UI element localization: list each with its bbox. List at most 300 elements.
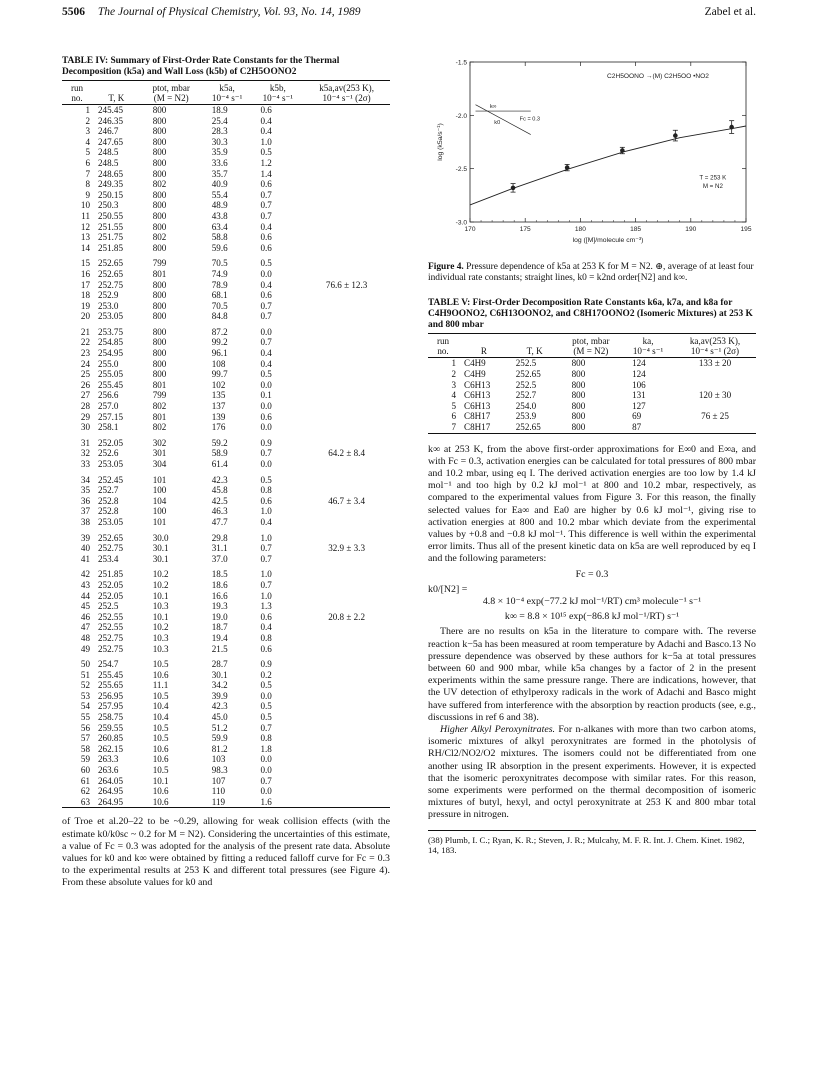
table5-header-cell: ka, (622, 334, 674, 347)
table-cell: 100 (152, 506, 167, 517)
table-cell: 252.65 (98, 532, 124, 543)
table-cell (303, 622, 390, 633)
table-row (62, 290, 390, 301)
table-cell: 103 (211, 754, 226, 765)
table-cell: 3 (451, 379, 456, 390)
table-cell: 800 (571, 411, 586, 422)
table-row (62, 369, 390, 380)
table-cell (303, 337, 390, 348)
table-cell (303, 691, 390, 702)
table-cell: 27 (80, 390, 90, 401)
table-cell: 39.9 (211, 690, 228, 701)
table-cell: 0.5 (260, 258, 272, 269)
table-row (62, 485, 390, 496)
table-cell: 264.95 (98, 786, 124, 797)
table-cell: 0.8 (260, 632, 272, 643)
table-cell: 0.6 (260, 643, 272, 654)
table-cell: 35.7 (211, 168, 228, 179)
table-cell: 250.15 (98, 189, 124, 200)
table-cell (303, 644, 390, 655)
table-cell: 63 (62, 797, 92, 808)
table-cell: 0.5 (260, 712, 272, 723)
table-cell: 252.6 (98, 448, 119, 459)
table-cell: 0.0 (260, 401, 272, 412)
table-cell: 55 (80, 712, 90, 723)
table-cell (303, 211, 390, 222)
table-cell: 70.5 (211, 258, 228, 269)
table-row (62, 322, 390, 338)
page-number: 5506 (62, 6, 85, 18)
equation-fc: Fc = 0.3 (575, 568, 609, 580)
table-cell: 25 (80, 369, 90, 380)
table-row (62, 723, 390, 734)
table-cell: 133 ± 20 (698, 358, 732, 369)
table-cell: 23 (80, 348, 90, 359)
table-cell: 30.1 (211, 669, 228, 680)
table-cell: 10.2 (152, 622, 169, 633)
table-cell: 18.6 (211, 579, 228, 590)
table-cell: 10.3 (152, 601, 169, 612)
table-cell: 43.8 (211, 210, 228, 221)
table-cell (674, 401, 756, 412)
table-cell: 254.95 (98, 348, 124, 359)
table-cell: 0.0 (260, 754, 272, 765)
table-cell: 252.05 (98, 579, 124, 590)
table-cell (303, 680, 390, 691)
table-cell: 255.45 (98, 669, 124, 680)
table-cell: 101 (152, 474, 167, 485)
table-cell: 800 (152, 242, 167, 253)
table-row (62, 126, 390, 137)
table4-header-cell: 10⁻⁴ s⁻¹ (252, 93, 303, 105)
table-cell: 135 (211, 390, 226, 401)
table-cell: 16 (80, 268, 90, 279)
table-cell: 0.6 (260, 290, 272, 301)
table-cell: 40.9 (211, 179, 228, 190)
table-cell: 98.3 (211, 765, 228, 776)
table-cell: 301 (152, 448, 167, 459)
table-cell: 0.8 (260, 733, 272, 744)
table-cell: 0.5 (260, 680, 272, 691)
table-row (62, 169, 390, 180)
condition-temperature: T = 253 K (699, 174, 727, 182)
equation-k0-rhs: 4.8 × 10⁻⁴ exp(−77.2 kJ mol⁻¹/RT) cm³ molecule⁻¹ s⁻¹ (482, 596, 702, 607)
table-cell: 0.8 (260, 485, 272, 496)
table4-header-cell: (M = N2) (141, 93, 202, 105)
table-cell: 1.8 (260, 743, 272, 754)
x-tick-label: 190 (685, 226, 697, 233)
table-row (62, 622, 390, 633)
table-cell: 802 (152, 401, 167, 412)
table-row (62, 232, 390, 243)
table4-header-cell: 10⁻⁴ s⁻¹ (2σ) (303, 93, 390, 105)
table-cell: 19 (80, 300, 90, 311)
table-cell: 57 (80, 733, 90, 744)
right-para-3 (428, 724, 756, 822)
table-cell: 5 (85, 147, 90, 158)
table-cell: 100 (152, 485, 167, 496)
table-cell: 40 (80, 543, 90, 554)
table-cell: 0.0 (260, 765, 272, 776)
table-row (62, 222, 390, 233)
table-cell: 0.5 (260, 474, 272, 485)
table-cell: 30.0 (152, 532, 169, 543)
table-cell: 800 (152, 326, 167, 337)
table-cell: 52 (80, 680, 90, 691)
table-cell: C6H13 (464, 400, 491, 411)
table-cell: C4H9 (464, 369, 486, 379)
table-cell: 800 (152, 147, 167, 158)
table-row (62, 211, 390, 222)
table-cell: 1.0 (260, 506, 272, 517)
table-cell: 21 (80, 326, 90, 337)
table-cell: 1.6 (252, 797, 303, 808)
table-row (62, 243, 390, 254)
table-cell: 10.6 (152, 743, 169, 754)
table-cell: 10.5 (152, 690, 169, 701)
table5-header-cell (510, 334, 560, 347)
table4 (62, 80, 390, 808)
table-cell: 252.75 (98, 279, 124, 290)
table-cell: 802 (152, 179, 167, 190)
table-row (62, 754, 390, 765)
table-cell: 800 (152, 157, 167, 168)
table-cell: 19.4 (211, 632, 228, 643)
y-tick-label: -2.5 (455, 166, 467, 174)
table5-header-cell (458, 334, 510, 347)
table-cell: 0.7 (260, 553, 272, 564)
table-cell: 10.6 (152, 669, 169, 680)
table-cell: C4H9 (464, 358, 486, 369)
table-cell: 45.0 (211, 712, 228, 723)
table-row (62, 564, 390, 580)
table-cell: 0.0 (260, 379, 272, 390)
table-cell: 63.4 (211, 221, 228, 232)
table-cell: 252.65 (98, 258, 124, 269)
table-row (62, 633, 390, 644)
table-cell: 42.5 (211, 495, 228, 506)
table-cell: 39 (80, 532, 90, 543)
table-cell: 800 (152, 358, 167, 369)
table-cell: 107 (211, 775, 226, 786)
table-cell: 248.65 (98, 168, 124, 179)
table-cell: 0.1 (260, 390, 272, 401)
table-cell: 1.4 (260, 168, 272, 179)
table-cell: 800 (152, 279, 167, 290)
table-cell: 0.7 (260, 311, 272, 322)
table-cell: 0.0 (260, 268, 272, 279)
table-cell: 139 (211, 411, 226, 422)
table-cell: 0.6 (260, 495, 272, 506)
table-row (62, 470, 390, 486)
table5-header-cell: ptot, mbar (560, 334, 622, 347)
table-cell: 257.15 (98, 411, 124, 422)
table-cell (303, 433, 390, 449)
table-cell: 801 (152, 268, 167, 279)
table-cell: 800 (152, 105, 167, 115)
table-cell: 252.65 (515, 369, 541, 379)
table-cell: 800 (152, 221, 167, 232)
table-cell: 252.8 (98, 506, 119, 517)
table5-header-cell: (M = N2) (560, 346, 622, 358)
table-cell: 36 (80, 495, 90, 506)
table-cell: 18.5 (211, 569, 228, 580)
table-cell: 11.1 (152, 680, 169, 691)
table-cell: 54 (80, 701, 90, 712)
table-cell: 254.85 (98, 337, 124, 348)
table-cell: 33.6 (211, 157, 228, 168)
table-cell: 14 (80, 242, 90, 253)
table-cell: 249.35 (98, 179, 124, 190)
table-cell: 18.9 (211, 105, 228, 115)
x-tick-label: 175 (519, 226, 531, 233)
table-row (62, 301, 390, 312)
footnote: (38) Plumb, I. C.; Ryan, K. R.; Steven, J. R.; Mulcahy, M. F. R. Int. J. Chem. Kinet. 1982, 14, 183. (428, 830, 756, 856)
table-cell: 19.0 (211, 611, 228, 622)
table-row (428, 369, 756, 380)
table-cell (303, 723, 390, 734)
table-cell (303, 633, 390, 644)
table-cell: 45.8 (211, 485, 228, 496)
table-cell: 3 (85, 126, 90, 137)
table-cell: 799 (152, 390, 167, 401)
table-cell: 33 (80, 459, 90, 469)
table-cell: 0.2 (260, 669, 272, 680)
table-cell: 250.3 (98, 200, 119, 211)
y-tick-label: -1.5 (455, 59, 467, 67)
table-cell: 34.2 (211, 680, 228, 691)
table5-header-cell: ka,av(253 K), (674, 334, 756, 347)
table-cell: 246.7 (98, 126, 119, 137)
table-cell: 2 (85, 115, 90, 126)
data-point (620, 148, 625, 153)
table-cell: 255.65 (98, 680, 124, 691)
x-tick-label: 185 (630, 226, 642, 233)
table-cell: 254.0 (515, 400, 537, 411)
table-cell: 55.4 (211, 189, 228, 200)
table4-header-cell: run (62, 81, 92, 94)
table-cell: 87 (622, 422, 674, 433)
table-cell: 30.1 (152, 553, 169, 564)
table-cell: 59.2 (211, 437, 228, 448)
table-row (62, 506, 390, 517)
table-cell: 4 (85, 136, 90, 147)
table-cell: 248.5 (98, 147, 119, 158)
table-cell (303, 369, 390, 380)
table-cell: 255.05 (98, 369, 124, 380)
table-cell (303, 179, 390, 190)
table-cell (303, 137, 390, 148)
table-cell: 41 (80, 553, 90, 564)
k-inf-label: k∞ (489, 103, 497, 110)
table-row (62, 797, 390, 808)
table-cell (303, 401, 390, 412)
table-cell: 18.7 (211, 622, 228, 633)
table-cell (303, 712, 390, 723)
table-cell: 10.1 (152, 611, 169, 622)
table-cell: 6 (451, 411, 456, 422)
table-cell: 35 (80, 485, 90, 496)
table-row (62, 496, 390, 507)
table-row (62, 105, 390, 116)
table-cell (674, 380, 756, 391)
table-row (62, 253, 390, 269)
table-cell: 17 (80, 279, 90, 290)
table-cell: 18 (80, 290, 90, 301)
table-cell: 257.0 (98, 401, 119, 412)
table5-header-cell: 10⁻⁴ s⁻¹ (622, 346, 674, 358)
table-cell (303, 528, 390, 544)
table-cell: 28.7 (211, 659, 228, 670)
table-cell: 0.5 (260, 701, 272, 712)
table-cell: 248.5 (98, 157, 119, 168)
table-cell: 78.9 (211, 279, 228, 290)
table-cell: 0.0 (260, 459, 272, 469)
table-cell: 252.75 (98, 543, 124, 554)
table-row (62, 137, 390, 148)
table-cell (303, 105, 390, 116)
table-cell: 13 (80, 232, 90, 243)
table-cell: 0.0 (260, 786, 272, 797)
figure4-caption-text: Pressure dependence of k5a at 253 K for M = N2. ⊕, average of at least four individual rate constants; straight lines, k0 = k2nd order[N2] and k∞. (428, 262, 754, 284)
table-cell: 0.7 (260, 543, 272, 554)
table-cell: 30.1 (152, 543, 169, 554)
table-cell: 58.9 (211, 448, 228, 459)
table-cell: 104 (152, 495, 167, 506)
table4-header-cell: ptot, mbar (141, 81, 202, 94)
table-cell: 10.6 (152, 754, 169, 765)
table-cell: 252.7 (98, 485, 119, 496)
table-cell: 12 (80, 221, 90, 232)
table-cell: 48.9 (211, 200, 228, 211)
table-row (62, 670, 390, 681)
table-cell: 0.7 (260, 200, 272, 211)
table-cell: 7 (428, 422, 458, 433)
table-cell: 0.6 (260, 242, 272, 253)
table-row (62, 269, 390, 280)
table-cell: 10.5 (152, 722, 169, 733)
right-para-2: There are no results on k5a in the literature to compare with. The reverse reaction k−5a has been measured at room temperature by Adachi and Basco.13 No pressure dependence was observed by these authors for k−5a at total pressures between 60 and 900 mbar, while k5a changes by a factor of 2 in the present experiments within the same pressure range. There are indications, however, that the UV detection of ethylperoxy radicals in the work of Adachi and Basco might have suffered from interference with the absorption by reaction products (see, e.g., discussions in ref 6 and 38). (428, 626, 756, 723)
table-cell (303, 269, 390, 280)
table-cell: 0.7 (260, 210, 272, 221)
table-cell (303, 470, 390, 486)
table-cell: 0.7 (260, 579, 272, 590)
table-cell: 29.8 (211, 532, 228, 543)
table-cell: 1 (85, 105, 90, 115)
table-cell: 802 (152, 422, 167, 433)
table-cell (303, 147, 390, 158)
table-cell: 96.1 (211, 348, 228, 359)
table4-header-cell: no. (62, 93, 92, 105)
table-cell: 0.9 (260, 437, 272, 448)
running-authors: Zabel et al. (704, 6, 756, 18)
table-cell: 252.55 (98, 611, 124, 622)
table-cell: 252.5 (515, 358, 537, 369)
table-cell: 0.7 (260, 775, 272, 786)
table-cell: 110 (211, 786, 226, 797)
table-cell: 800 (571, 369, 586, 379)
table-cell: 257.95 (98, 701, 124, 712)
table-cell: 245.45 (98, 105, 124, 115)
table-cell: 59 (80, 754, 90, 765)
table-cell (303, 232, 390, 243)
table-cell: 25.4 (211, 115, 228, 126)
table-cell: 137 (211, 401, 226, 412)
table-cell (303, 190, 390, 201)
table-row (428, 380, 756, 391)
figure4-chart (428, 52, 756, 260)
table-cell: 31.1 (211, 543, 228, 554)
table-cell: 0.6 (260, 411, 272, 422)
table-cell: 131 (632, 390, 646, 401)
table-cell: 254.7 (98, 659, 119, 670)
table-cell: 800 (152, 189, 167, 200)
table-cell: 0.7 (260, 337, 272, 348)
table-cell: 0.7 (260, 722, 272, 733)
table-cell: 24 (80, 358, 90, 369)
table-cell (303, 348, 390, 359)
table-row (62, 433, 390, 449)
data-point (565, 165, 570, 170)
table-cell: 70.5 (211, 300, 228, 311)
table-row (62, 644, 390, 655)
table-cell: 0.4 (260, 622, 272, 633)
table-cell: 61 (80, 775, 90, 786)
table-cell: 16.6 (211, 590, 228, 601)
table-cell: 58 (80, 743, 90, 754)
table-cell: 124 (632, 369, 646, 379)
table-row (62, 359, 390, 370)
table-cell: 801 (152, 379, 167, 390)
reaction-label: C2H5OONO →(M) C2H5OO •NO2 (607, 73, 709, 80)
table-row (62, 701, 390, 712)
table-cell: 59.9 (211, 733, 228, 744)
table5 (428, 333, 756, 433)
table-cell: 0.7 (260, 189, 272, 200)
table-cell: 51 (80, 669, 90, 680)
table-cell (303, 670, 390, 681)
table-cell: 1.0 (260, 569, 272, 580)
table-cell: 74.9 (211, 268, 228, 279)
table-cell: 1 (451, 358, 456, 369)
table-cell: 32.9 ± 3.3 (328, 543, 366, 554)
table-cell: 255.45 (98, 379, 124, 390)
table-cell: 26 (80, 379, 90, 390)
table5-header-cell: 10⁻⁴ s⁻¹ (2σ) (674, 346, 756, 358)
table-cell (303, 222, 390, 233)
table-row (62, 776, 390, 787)
table-cell (674, 369, 756, 380)
x-axis-label: log ([M]/molecule cm⁻³) (572, 237, 644, 244)
table-cell: 30 (80, 422, 90, 433)
equation-kinf: k∞ = 8.8 × 10¹⁵ exp(−86.8 kJ mol⁻¹/RT) s⁻¹ (504, 611, 680, 623)
table-cell: 47.7 (211, 516, 228, 527)
table-cell (674, 422, 756, 433)
table-cell: 64.2 ± 8.4 (328, 448, 366, 459)
table-cell: 37.0 (211, 553, 228, 564)
y-tick-label: -2.0 (455, 112, 467, 120)
table-cell (303, 733, 390, 744)
table-cell: 255.0 (98, 358, 119, 369)
table-row (62, 190, 390, 201)
table-row (62, 200, 390, 211)
table-cell: 253.9 (515, 411, 537, 422)
table-cell: 0.0 (260, 422, 272, 433)
table-cell: 4 (451, 390, 456, 401)
table5-caption: TABLE V: First-Order Decomposition Rate Constants k6a, k7a, and k8a for C4H9OONO2, C6H13OONO2, and C8H17OONO2 (Isomeric Mixtures) at 253 K and 800 mbar (428, 298, 753, 331)
table-cell (303, 786, 390, 797)
table-row (62, 543, 390, 554)
